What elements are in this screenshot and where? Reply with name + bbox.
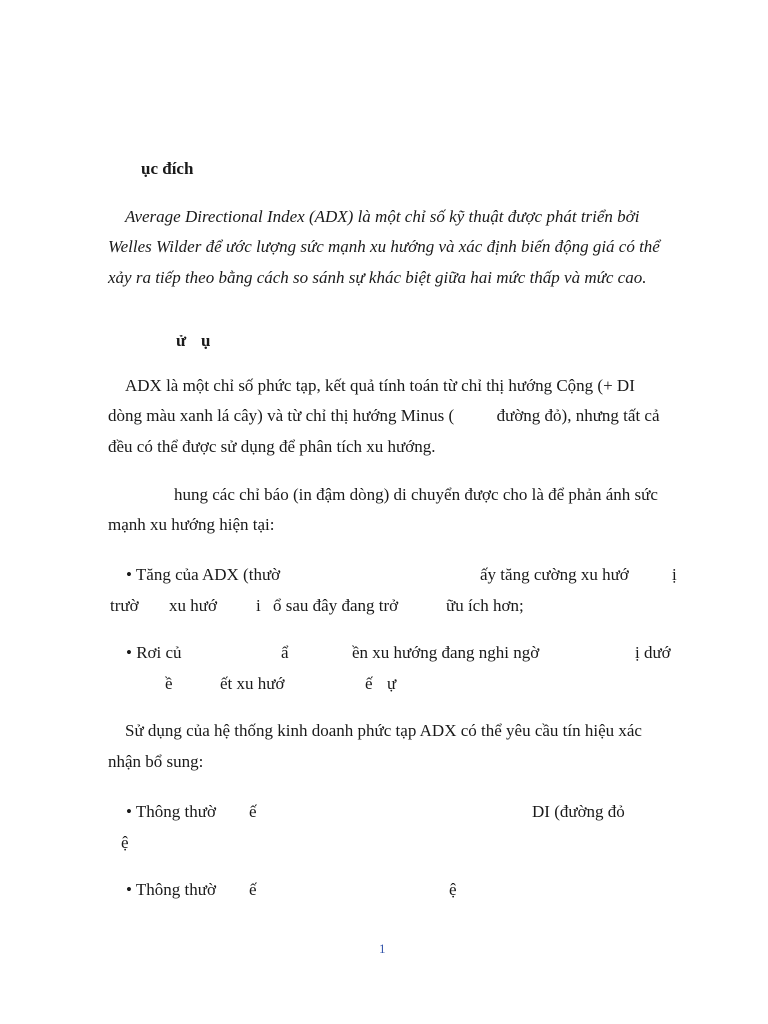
text-fragment: trườ bbox=[110, 596, 139, 615]
heading-fragment: ử bbox=[176, 331, 187, 350]
text-fragment: ấy tăng cường xu hướ bbox=[480, 565, 629, 584]
text-fragment: ệ bbox=[121, 833, 129, 852]
text-fragment: i bbox=[256, 596, 261, 615]
text-fragment: ẩ bbox=[281, 643, 289, 662]
text-fragment: ề bbox=[165, 674, 173, 693]
text-fragment: ết xu hướ bbox=[220, 674, 285, 693]
para3-line-1: Sử dụng của hệ thống kinh doanh phức tạp ADX có thể yêu cầu tín hiệu xác bbox=[125, 721, 642, 740]
section-heading-purpose: ục đích bbox=[141, 159, 194, 178]
text-fragment: ị bbox=[672, 565, 677, 584]
para2-line-2: mạnh xu hướng hiện tại: bbox=[108, 515, 275, 534]
text-fragment: DI (đường đỏ bbox=[532, 802, 625, 821]
intro-line-3: xảy ra tiếp theo bằng cách so sánh sự khác biệt giữa hai mức thấp và mức cao. bbox=[108, 268, 647, 287]
text-fragment: ế bbox=[249, 880, 257, 899]
text-fragment: ị dướ bbox=[635, 643, 671, 662]
heading-fragment: ụ bbox=[201, 331, 211, 350]
text-fragment: • Tăng của ADX (thườ bbox=[126, 565, 281, 584]
para1-line-1: ADX là một chỉ số phức tạp, kết quả tính toán từ chỉ thị hướng Cộng (+ DI bbox=[125, 376, 635, 395]
para2-line-1: hung các chỉ báo (in đậm dòng) di chuyển được cho là để phản ánh sức bbox=[174, 485, 658, 504]
text-fragment: • Rơi củ bbox=[126, 643, 182, 662]
text-fragment: ữu ích hơn; bbox=[446, 596, 524, 615]
text-fragment: ệ bbox=[449, 880, 457, 899]
text-fragment: ự bbox=[387, 674, 397, 693]
text-fragment: ế bbox=[249, 802, 257, 821]
text-fragment: • Thông thườ bbox=[126, 802, 216, 821]
page-number: 1 bbox=[379, 941, 386, 956]
para3-line-2: nhận bổ sung: bbox=[108, 752, 204, 771]
text-fragment: ế bbox=[365, 674, 373, 693]
text-fragment: xu hướ bbox=[169, 596, 217, 615]
intro-line-1: Average Directional Index (ADX) là một chỉ số kỹ thuật được phát triển bởi bbox=[125, 207, 640, 226]
para1-line-3: đều có thể được sử dụng để phân tích xu hướng. bbox=[108, 437, 436, 456]
text-fragment: ền xu hướng đang nghi ngờ bbox=[352, 643, 540, 662]
intro-line-2: Welles Wilder để ước lượng sức mạnh xu hướng và xác định biến động giá có thể bbox=[108, 237, 660, 256]
text-fragment: ổ sau đây đang trở bbox=[273, 596, 399, 615]
para1-line-2: dòng màu xanh lá cây) và từ chỉ thị hướng Minus ( đường đỏ), nhưng tất cả bbox=[108, 406, 660, 425]
text-fragment: • Thông thườ bbox=[126, 880, 216, 899]
